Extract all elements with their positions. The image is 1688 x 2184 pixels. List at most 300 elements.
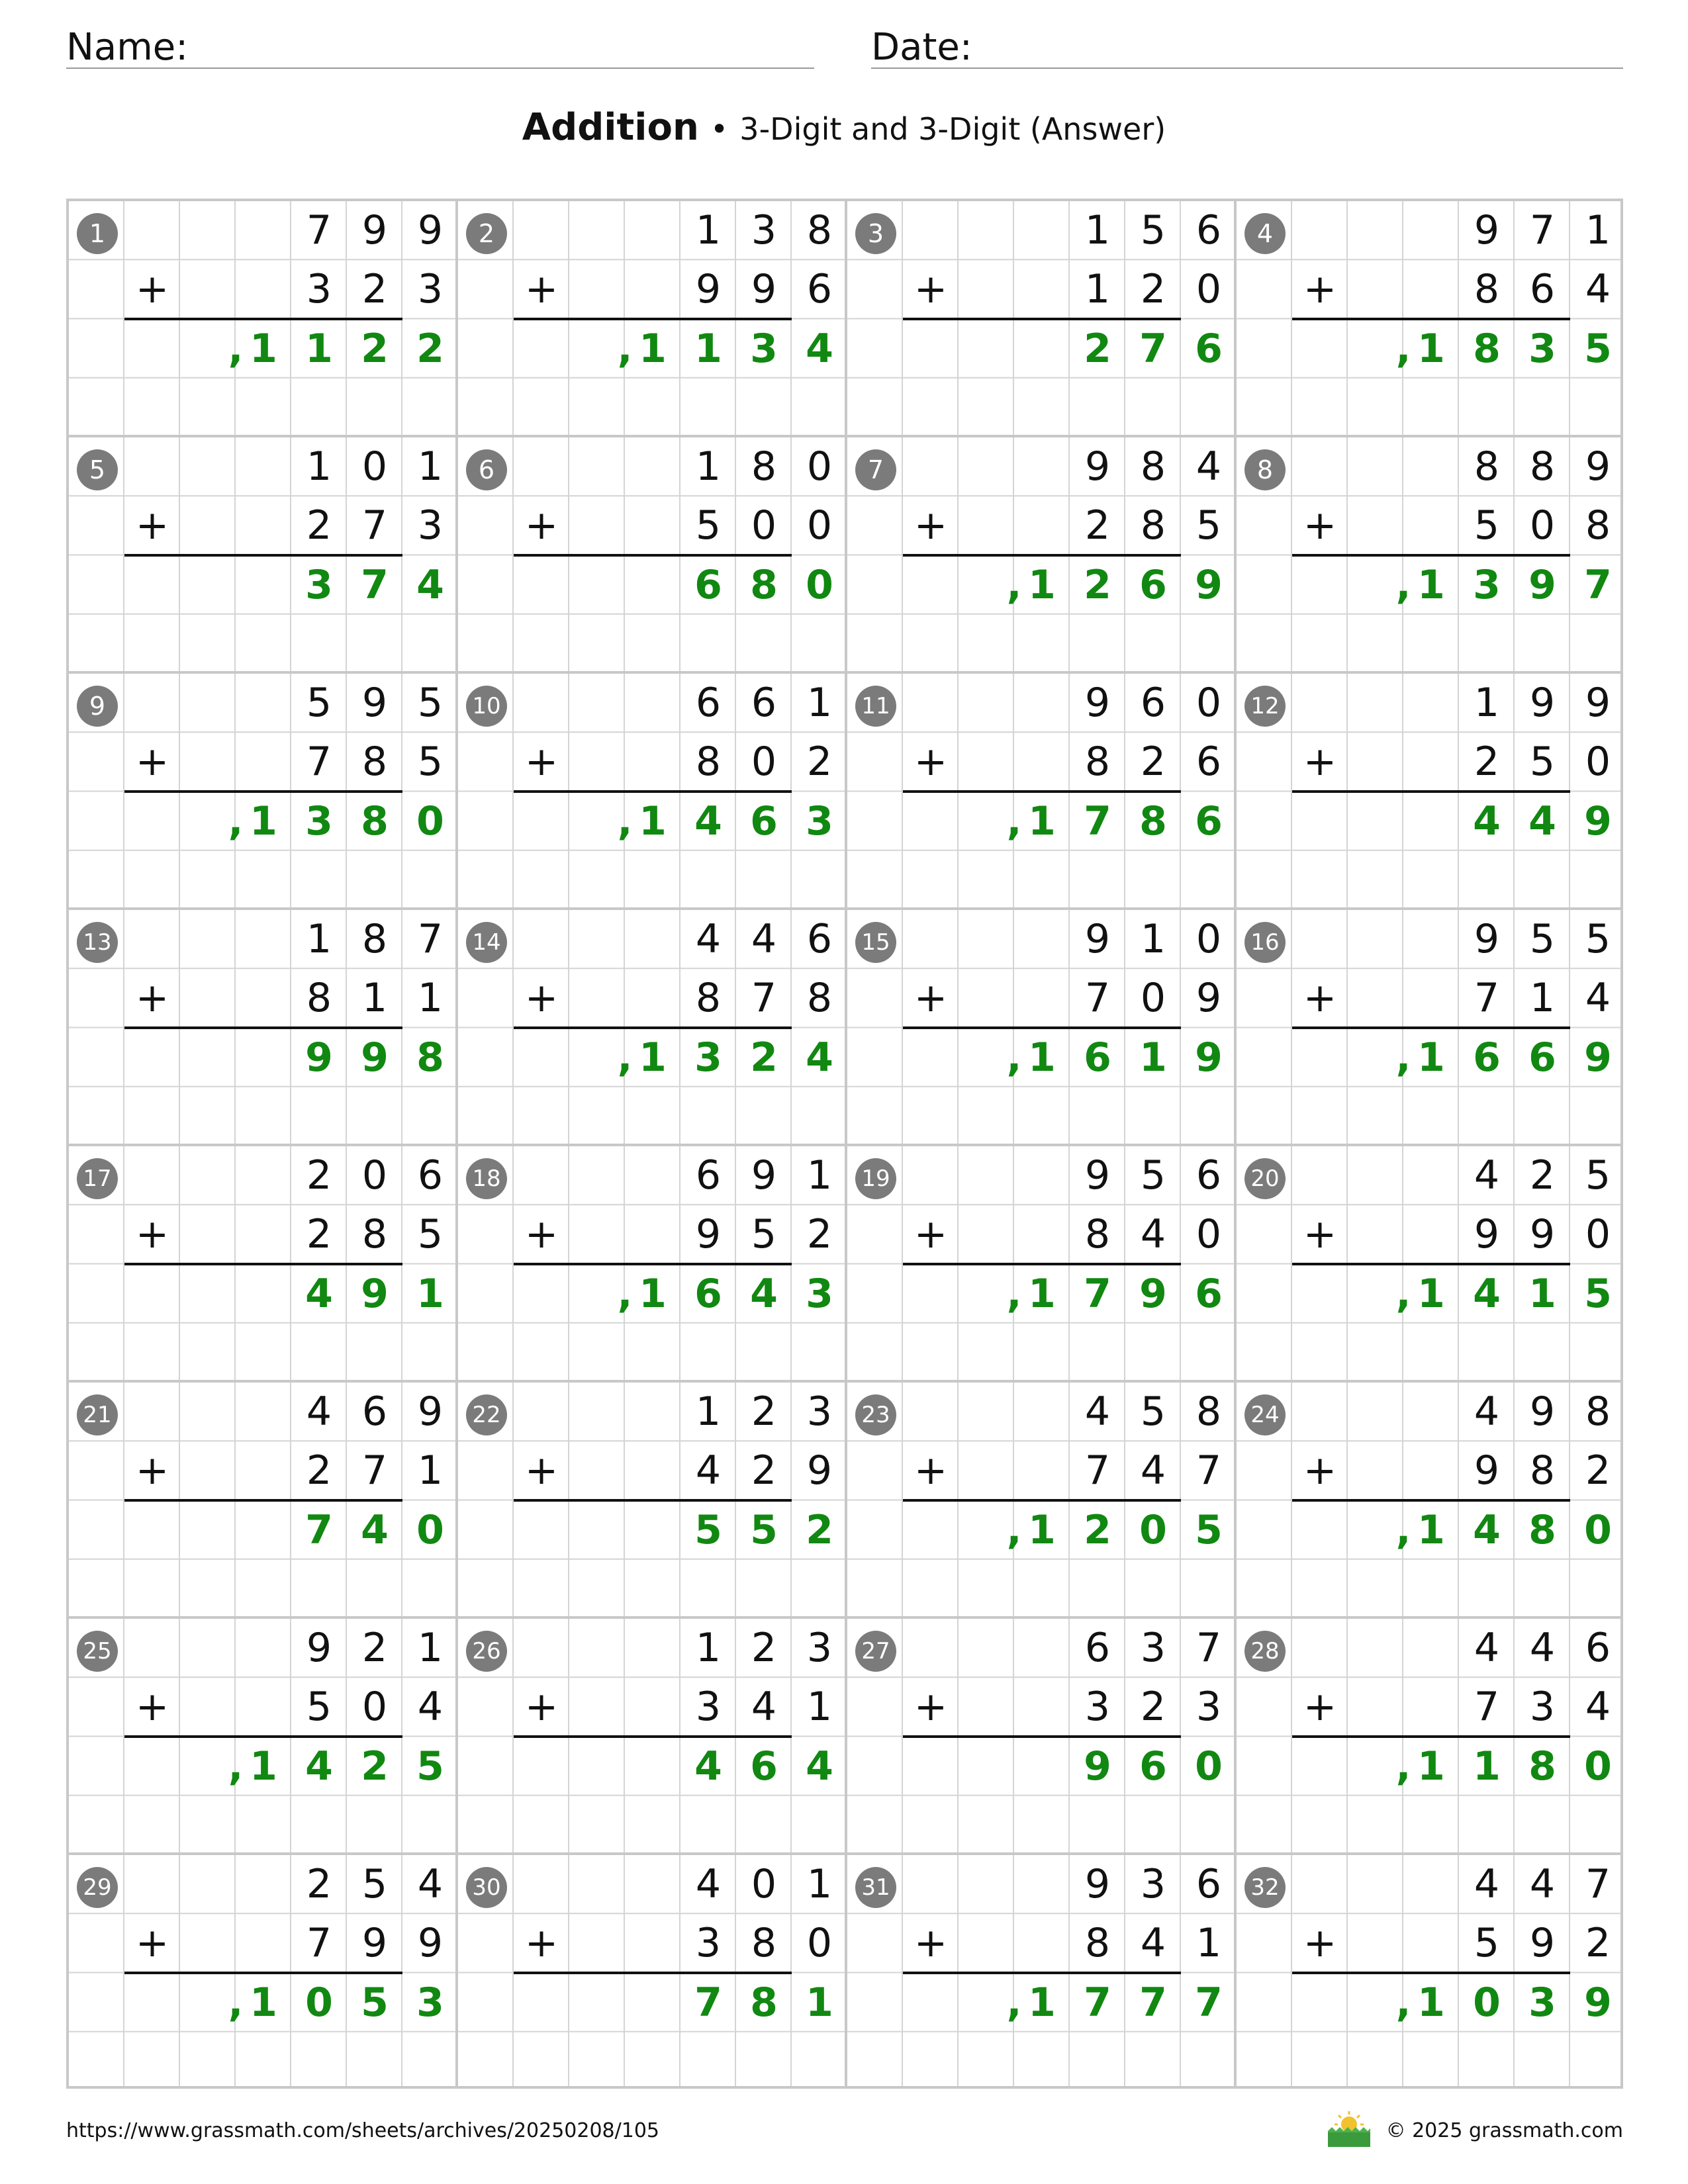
answer-digit: 5 bbox=[416, 1743, 444, 1790]
addend-b-digit: 7 bbox=[306, 1920, 332, 1967]
answer-digit: 0 bbox=[416, 1506, 444, 1553]
problem-number-badge: 14 bbox=[466, 922, 507, 963]
problem-1 bbox=[69, 201, 458, 437]
problem-number-badge: 10 bbox=[466, 686, 507, 727]
addend-a-digit: 9 bbox=[1084, 1861, 1111, 1907]
answer-digit: 3 bbox=[416, 1979, 444, 2026]
addend-b-digit: 9 bbox=[695, 1211, 722, 1258]
footer-url[interactable]: https://www.grassmath.com/sheets/archives/20250208/105 bbox=[66, 2119, 660, 2142]
problem-number-badge: 11 bbox=[855, 686, 896, 727]
problem-number-badge: 8 bbox=[1244, 449, 1286, 490]
answer-comma: , bbox=[1006, 1979, 1022, 2026]
addend-b-digit: 0 bbox=[751, 502, 777, 549]
answer-digit: 1 bbox=[1473, 1743, 1501, 1790]
addend-a-digit: 5 bbox=[1585, 916, 1611, 962]
addend-a-digit: 9 bbox=[361, 680, 388, 726]
addend-a-digit: 6 bbox=[1140, 680, 1166, 726]
addend-b-digit: 4 bbox=[1585, 1684, 1611, 1731]
name-label: Name: bbox=[66, 26, 189, 69]
answer-digit: 2 bbox=[416, 325, 444, 372]
answer-digit: 1 bbox=[639, 325, 667, 372]
answer-digit: 1 bbox=[1417, 1979, 1445, 2026]
addend-b-digit: 0 bbox=[1140, 975, 1166, 1022]
problem-29 bbox=[69, 1855, 458, 2091]
problem-number-badge: 3 bbox=[855, 213, 896, 254]
addend-a-digit: 4 bbox=[1474, 1861, 1500, 1907]
plus-sign: + bbox=[1303, 1211, 1337, 1258]
date-label: Date: bbox=[871, 26, 972, 69]
problem-number-badge: 19 bbox=[855, 1158, 896, 1199]
answer-digit: 1 bbox=[1417, 1270, 1445, 1317]
addend-b-digit: 2 bbox=[1140, 266, 1166, 313]
addend-b-digit: 4 bbox=[1140, 1447, 1166, 1494]
answer-digit: 6 bbox=[1084, 1034, 1111, 1081]
plus-sign: + bbox=[524, 266, 559, 313]
addend-a-digit: 1 bbox=[806, 1861, 833, 1907]
addend-a-digit: 4 bbox=[1474, 1152, 1500, 1199]
problem-number-badge: 22 bbox=[466, 1394, 507, 1435]
plus-sign: + bbox=[135, 739, 169, 786]
addend-a-digit: 7 bbox=[417, 916, 444, 962]
addend-b-digit: 4 bbox=[1585, 975, 1611, 1022]
addend-a-digit: 4 bbox=[695, 1861, 722, 1907]
addend-a-digit: 3 bbox=[806, 1388, 833, 1435]
addend-b-digit: 0 bbox=[1196, 266, 1222, 313]
problem-27 bbox=[847, 1619, 1237, 1855]
addend-b-digit: 1 bbox=[361, 975, 388, 1022]
addend-a-digit: 5 bbox=[1140, 1388, 1166, 1435]
answer-comma: , bbox=[1395, 325, 1411, 372]
answer-digit: 0 bbox=[416, 797, 444, 844]
answer-digit: 1 bbox=[250, 1979, 277, 2026]
answer-digit: 6 bbox=[694, 561, 722, 608]
answer-digit: 7 bbox=[305, 1506, 333, 1553]
addend-a-digit: 4 bbox=[1084, 1388, 1111, 1435]
addend-a-digit: 9 bbox=[417, 1388, 444, 1435]
addend-a-digit: 9 bbox=[1585, 443, 1611, 490]
problem-14 bbox=[458, 910, 847, 1146]
problem-8 bbox=[1237, 437, 1626, 674]
answer-digit: 7 bbox=[1084, 1270, 1111, 1317]
addend-b-digit: 5 bbox=[1196, 502, 1222, 549]
answer-digit: 1 bbox=[1028, 561, 1056, 608]
addend-b-digit: 0 bbox=[361, 1684, 388, 1731]
answer-digit: 7 bbox=[1084, 797, 1111, 844]
answer-digit: 3 bbox=[750, 325, 778, 372]
answer-digit: 1 bbox=[1528, 1270, 1556, 1317]
addend-a-digit: 1 bbox=[806, 680, 833, 726]
addend-b-digit: 6 bbox=[1529, 266, 1556, 313]
answer-digit: 4 bbox=[1473, 1270, 1501, 1317]
addend-a-digit: 1 bbox=[695, 443, 722, 490]
problem-12 bbox=[1237, 674, 1626, 910]
problem-9 bbox=[69, 674, 458, 910]
addend-a-digit: 6 bbox=[1585, 1625, 1611, 1671]
answer-digit: 1 bbox=[1028, 797, 1056, 844]
answer-digit: 9 bbox=[1584, 1979, 1612, 2026]
answer-digit: 9 bbox=[1195, 561, 1223, 608]
addend-a-digit: 3 bbox=[1140, 1861, 1166, 1907]
addend-a-digit: 6 bbox=[1196, 207, 1222, 253]
addend-a-digit: 0 bbox=[361, 443, 388, 490]
addend-a-digit: 9 bbox=[1474, 916, 1500, 962]
addend-a-digit: 1 bbox=[695, 1388, 722, 1435]
answer-comma: , bbox=[617, 1034, 633, 1081]
answer-digit: 0 bbox=[806, 561, 833, 608]
addend-b-digit: 7 bbox=[1474, 975, 1500, 1022]
problem-number-badge: 5 bbox=[77, 449, 118, 490]
addend-a-digit: 0 bbox=[1196, 916, 1222, 962]
answer-digit: 9 bbox=[361, 1270, 389, 1317]
addend-a-digit: 7 bbox=[1585, 1861, 1611, 1907]
answer-digit: 1 bbox=[416, 1270, 444, 1317]
answer-digit: 9 bbox=[1584, 1034, 1612, 1081]
addend-b-digit: 5 bbox=[695, 502, 722, 549]
addend-b-digit: 4 bbox=[1140, 1920, 1166, 1967]
answer-comma: , bbox=[228, 325, 244, 372]
addend-a-digit: 9 bbox=[751, 1152, 777, 1199]
addend-a-digit: 9 bbox=[1474, 207, 1500, 253]
addend-b-digit: 0 bbox=[1585, 739, 1611, 786]
answer-comma: , bbox=[617, 325, 633, 372]
addend-b-digit: 9 bbox=[1474, 1447, 1500, 1494]
problem-2 bbox=[458, 201, 847, 437]
answer-comma: , bbox=[1006, 1034, 1022, 1081]
addend-b-digit: 5 bbox=[417, 739, 444, 786]
addend-a-digit: 6 bbox=[361, 1388, 388, 1435]
addend-b-digit: 1 bbox=[1196, 1920, 1222, 1967]
addend-a-digit: 7 bbox=[1529, 207, 1556, 253]
addend-a-digit: 6 bbox=[806, 916, 833, 962]
problem-25 bbox=[69, 1619, 458, 1855]
addend-a-digit: 5 bbox=[1585, 1152, 1611, 1199]
problem-number-badge: 18 bbox=[466, 1158, 507, 1199]
answer-digit: 4 bbox=[305, 1743, 333, 1790]
addend-b-digit: 4 bbox=[751, 1684, 777, 1731]
answer-digit: 5 bbox=[694, 1506, 722, 1553]
addend-a-digit: 6 bbox=[695, 1152, 722, 1199]
addend-b-digit: 9 bbox=[1529, 1920, 1556, 1967]
addend-b-digit: 4 bbox=[695, 1447, 722, 1494]
answer-digit: 5 bbox=[1584, 325, 1612, 372]
addend-a-digit: 9 bbox=[1084, 1152, 1111, 1199]
problem-number-badge: 16 bbox=[1244, 922, 1286, 963]
addend-a-digit: 6 bbox=[1196, 1152, 1222, 1199]
addend-b-digit: 8 bbox=[361, 739, 388, 786]
plus-sign: + bbox=[524, 502, 559, 549]
addend-b-digit: 2 bbox=[806, 1211, 833, 1258]
answer-digit: 8 bbox=[1528, 1743, 1556, 1790]
addend-a-digit: 1 bbox=[806, 1152, 833, 1199]
addend-b-digit: 8 bbox=[1140, 502, 1166, 549]
problem-32 bbox=[1237, 1855, 1626, 2091]
addend-b-digit: 9 bbox=[1474, 1211, 1500, 1258]
addend-b-digit: 9 bbox=[1196, 975, 1222, 1022]
addend-a-digit: 6 bbox=[751, 680, 777, 726]
answer-digit: 3 bbox=[1473, 561, 1501, 608]
addend-b-digit: 2 bbox=[806, 739, 833, 786]
addend-a-digit: 2 bbox=[306, 1861, 332, 1907]
plus-sign: + bbox=[1303, 502, 1337, 549]
grass-sun-logo-icon bbox=[1324, 2109, 1374, 2148]
addend-a-digit: 9 bbox=[361, 207, 388, 253]
addend-a-digit: 0 bbox=[806, 443, 833, 490]
answer-digit: 6 bbox=[1195, 325, 1223, 372]
problem-30 bbox=[458, 1855, 847, 2091]
addend-a-digit: 3 bbox=[751, 207, 777, 253]
answer-digit: 2 bbox=[1084, 561, 1111, 608]
plus-sign: + bbox=[524, 1211, 559, 1258]
problem-number-badge: 24 bbox=[1244, 1394, 1286, 1435]
addend-a-digit: 5 bbox=[1140, 1152, 1166, 1199]
addend-b-digit: 3 bbox=[417, 266, 444, 313]
addend-b-digit: 0 bbox=[1529, 502, 1556, 549]
worksheet-title bbox=[0, 105, 1688, 152]
answer-comma: , bbox=[1006, 1506, 1022, 1553]
addend-a-digit: 3 bbox=[806, 1625, 833, 1671]
addend-a-digit: 7 bbox=[1196, 1625, 1222, 1671]
answer-digit: 2 bbox=[361, 1743, 389, 1790]
problem-3 bbox=[847, 201, 1237, 437]
problem-number-badge: 15 bbox=[855, 922, 896, 963]
problem-number-badge: 26 bbox=[466, 1631, 507, 1672]
addend-b-digit: 1 bbox=[1529, 975, 1556, 1022]
plus-sign: + bbox=[914, 1920, 948, 1967]
problem-number-badge: 29 bbox=[77, 1867, 118, 1908]
addend-b-digit: 6 bbox=[806, 266, 833, 313]
addend-b-digit: 2 bbox=[1474, 739, 1500, 786]
problem-17 bbox=[69, 1146, 458, 1383]
answer-digit: 1 bbox=[1028, 1506, 1056, 1553]
addend-a-digit: 9 bbox=[1529, 1388, 1556, 1435]
addend-b-digit: 5 bbox=[417, 1211, 444, 1258]
addend-b-digit: 8 bbox=[695, 975, 722, 1022]
answer-digit: 1 bbox=[1028, 1270, 1056, 1317]
problem-21 bbox=[69, 1383, 458, 1619]
addend-b-digit: 8 bbox=[695, 739, 722, 786]
answer-digit: 7 bbox=[1139, 1979, 1167, 2026]
plus-sign: + bbox=[914, 266, 948, 313]
addend-a-digit: 4 bbox=[417, 1861, 444, 1907]
answer-comma: , bbox=[1006, 797, 1022, 844]
problem-number-badge: 28 bbox=[1244, 1631, 1286, 1672]
answer-digit: 4 bbox=[1473, 1506, 1501, 1553]
answer-digit: 6 bbox=[750, 797, 778, 844]
answer-digit: 1 bbox=[305, 325, 333, 372]
answer-digit: 4 bbox=[416, 561, 444, 608]
answer-comma: , bbox=[617, 797, 633, 844]
addend-a-digit: 5 bbox=[306, 680, 332, 726]
answer-digit: 0 bbox=[1195, 1743, 1223, 1790]
problem-number-badge: 13 bbox=[77, 922, 118, 963]
answer-digit: 4 bbox=[1528, 797, 1556, 844]
addend-b-digit: 8 bbox=[1084, 1920, 1111, 1967]
addend-b-digit: 0 bbox=[751, 739, 777, 786]
problem-5 bbox=[69, 437, 458, 674]
addend-a-digit: 8 bbox=[1196, 1388, 1222, 1435]
answer-digit: 9 bbox=[1584, 797, 1612, 844]
addend-b-digit: 8 bbox=[806, 975, 833, 1022]
answer-digit: 4 bbox=[806, 325, 833, 372]
addend-b-digit: 3 bbox=[695, 1920, 722, 1967]
answer-digit: 3 bbox=[1528, 1979, 1556, 2026]
answer-comma: , bbox=[1395, 1270, 1411, 1317]
addend-b-digit: 3 bbox=[1196, 1684, 1222, 1731]
answer-digit: 0 bbox=[1139, 1506, 1167, 1553]
addend-a-digit: 9 bbox=[1084, 680, 1111, 726]
addend-b-digit: 8 bbox=[1529, 1447, 1556, 1494]
addend-b-digit: 2 bbox=[1084, 502, 1111, 549]
title-separator: • bbox=[710, 111, 729, 147]
addend-b-digit: 4 bbox=[1140, 1211, 1166, 1258]
addend-a-digit: 6 bbox=[1084, 1625, 1111, 1671]
addend-a-digit: 6 bbox=[695, 680, 722, 726]
addend-a-digit: 5 bbox=[1529, 916, 1556, 962]
answer-digit: 2 bbox=[1084, 1506, 1111, 1553]
addend-b-digit: 1 bbox=[806, 1684, 833, 1731]
problem-31 bbox=[847, 1855, 1237, 2091]
answer-digit: 1 bbox=[1417, 1743, 1445, 1790]
answer-digit: 3 bbox=[806, 1270, 833, 1317]
addend-a-digit: 2 bbox=[751, 1388, 777, 1435]
answer-digit: 6 bbox=[750, 1743, 778, 1790]
answer-digit: 2 bbox=[806, 1506, 833, 1553]
addend-a-digit: 9 bbox=[1084, 916, 1111, 962]
problem-number-badge: 32 bbox=[1244, 1867, 1286, 1908]
answer-digit: 2 bbox=[750, 1034, 778, 1081]
addend-b-digit: 1 bbox=[1084, 266, 1111, 313]
plus-sign: + bbox=[914, 1447, 948, 1494]
problem-number-badge: 7 bbox=[855, 449, 896, 490]
problem-7 bbox=[847, 437, 1237, 674]
plus-sign: + bbox=[914, 739, 948, 786]
addend-b-digit: 7 bbox=[361, 1447, 388, 1494]
plus-sign: + bbox=[1303, 739, 1337, 786]
problem-4 bbox=[1237, 201, 1626, 437]
plus-sign: + bbox=[135, 1447, 169, 1494]
plus-sign: + bbox=[524, 739, 559, 786]
addend-b-digit: 5 bbox=[1474, 502, 1500, 549]
addend-b-digit: 2 bbox=[361, 266, 388, 313]
answer-digit: 3 bbox=[1528, 325, 1556, 372]
problem-20 bbox=[1237, 1146, 1626, 1383]
addend-b-digit: 3 bbox=[1529, 1684, 1556, 1731]
addend-a-digit: 0 bbox=[361, 1152, 388, 1199]
answer-comma: , bbox=[1395, 1034, 1411, 1081]
addend-b-digit: 9 bbox=[695, 266, 722, 313]
answer-digit: 7 bbox=[694, 1979, 722, 2026]
answer-digit: 1 bbox=[1417, 325, 1445, 372]
answer-digit: 4 bbox=[305, 1270, 333, 1317]
addend-b-digit: 3 bbox=[417, 502, 444, 549]
addend-a-digit: 6 bbox=[1196, 1861, 1222, 1907]
problem-23 bbox=[847, 1383, 1237, 1619]
plus-sign: + bbox=[1303, 975, 1337, 1022]
addend-b-digit: 0 bbox=[806, 502, 833, 549]
problem-number-badge: 12 bbox=[1244, 686, 1286, 727]
answer-digit: 8 bbox=[1139, 797, 1167, 844]
addend-b-digit: 2 bbox=[306, 1447, 332, 1494]
answer-digit: 9 bbox=[361, 1034, 389, 1081]
problem-13 bbox=[69, 910, 458, 1146]
problem-grid bbox=[66, 199, 1623, 2089]
addend-b-digit: 2 bbox=[1140, 1684, 1166, 1731]
answer-comma: , bbox=[228, 1979, 244, 2026]
addend-a-digit: 1 bbox=[695, 207, 722, 253]
addend-b-digit: 9 bbox=[361, 1920, 388, 1967]
addend-b-digit: 7 bbox=[1084, 975, 1111, 1022]
problem-22 bbox=[458, 1383, 847, 1619]
answer-digit: 6 bbox=[1139, 1743, 1167, 1790]
problem-18 bbox=[458, 1146, 847, 1383]
answer-digit: 1 bbox=[639, 797, 667, 844]
problem-number-badge: 30 bbox=[466, 1867, 507, 1908]
addend-b-digit: 9 bbox=[806, 1447, 833, 1494]
problem-19 bbox=[847, 1146, 1237, 1383]
answer-digit: 9 bbox=[1528, 561, 1556, 608]
answer-digit: 3 bbox=[806, 797, 833, 844]
addend-b-digit: 8 bbox=[1585, 502, 1611, 549]
answer-digit: 1 bbox=[1028, 1979, 1056, 2026]
answer-digit: 4 bbox=[806, 1743, 833, 1790]
answer-digit: 1 bbox=[1417, 561, 1445, 608]
addend-a-digit: 4 bbox=[1474, 1625, 1500, 1671]
plus-sign: + bbox=[135, 1211, 169, 1258]
answer-digit: 8 bbox=[416, 1034, 444, 1081]
answer-digit: 1 bbox=[639, 1034, 667, 1081]
date-line[interactable] bbox=[871, 68, 1623, 69]
answer-digit: 1 bbox=[1417, 1506, 1445, 1553]
addend-b-digit: 6 bbox=[1196, 739, 1222, 786]
plus-sign: + bbox=[914, 1211, 948, 1258]
name-line[interactable] bbox=[66, 68, 814, 69]
addend-b-digit: 7 bbox=[306, 739, 332, 786]
addend-a-digit: 9 bbox=[1084, 443, 1111, 490]
answer-comma: , bbox=[1006, 561, 1022, 608]
problem-number-badge: 6 bbox=[466, 449, 507, 490]
addend-b-digit: 7 bbox=[361, 502, 388, 549]
answer-digit: 7 bbox=[1195, 1979, 1223, 2026]
plus-sign: + bbox=[914, 502, 948, 549]
problem-number-badge: 20 bbox=[1244, 1158, 1286, 1199]
problem-number-badge: 31 bbox=[855, 1867, 896, 1908]
answer-digit: 1 bbox=[1417, 1034, 1445, 1081]
answer-digit: 3 bbox=[305, 561, 333, 608]
plus-sign: + bbox=[1303, 1920, 1337, 1967]
answer-digit: 6 bbox=[1195, 797, 1223, 844]
problem-24 bbox=[1237, 1383, 1626, 1619]
addend-b-digit: 0 bbox=[806, 1920, 833, 1967]
addend-a-digit: 1 bbox=[417, 1625, 444, 1671]
answer-digit: 0 bbox=[305, 1979, 333, 2026]
addend-a-digit: 1 bbox=[417, 443, 444, 490]
answer-digit: 5 bbox=[750, 1506, 778, 1553]
addend-b-digit: 5 bbox=[751, 1211, 777, 1258]
addend-b-digit: 8 bbox=[1474, 266, 1500, 313]
addend-a-digit: 0 bbox=[1196, 680, 1222, 726]
addend-a-digit: 4 bbox=[751, 916, 777, 962]
answer-comma: , bbox=[228, 1743, 244, 1790]
answer-digit: 4 bbox=[806, 1034, 833, 1081]
addend-a-digit: 3 bbox=[1140, 1625, 1166, 1671]
addend-a-digit: 4 bbox=[1196, 443, 1222, 490]
addend-a-digit: 1 bbox=[1585, 207, 1611, 253]
addend-a-digit: 0 bbox=[751, 1861, 777, 1907]
addend-a-digit: 4 bbox=[1529, 1861, 1556, 1907]
problem-number-badge: 23 bbox=[855, 1394, 896, 1435]
addend-b-digit: 2 bbox=[306, 502, 332, 549]
plus-sign: + bbox=[1303, 1684, 1337, 1731]
